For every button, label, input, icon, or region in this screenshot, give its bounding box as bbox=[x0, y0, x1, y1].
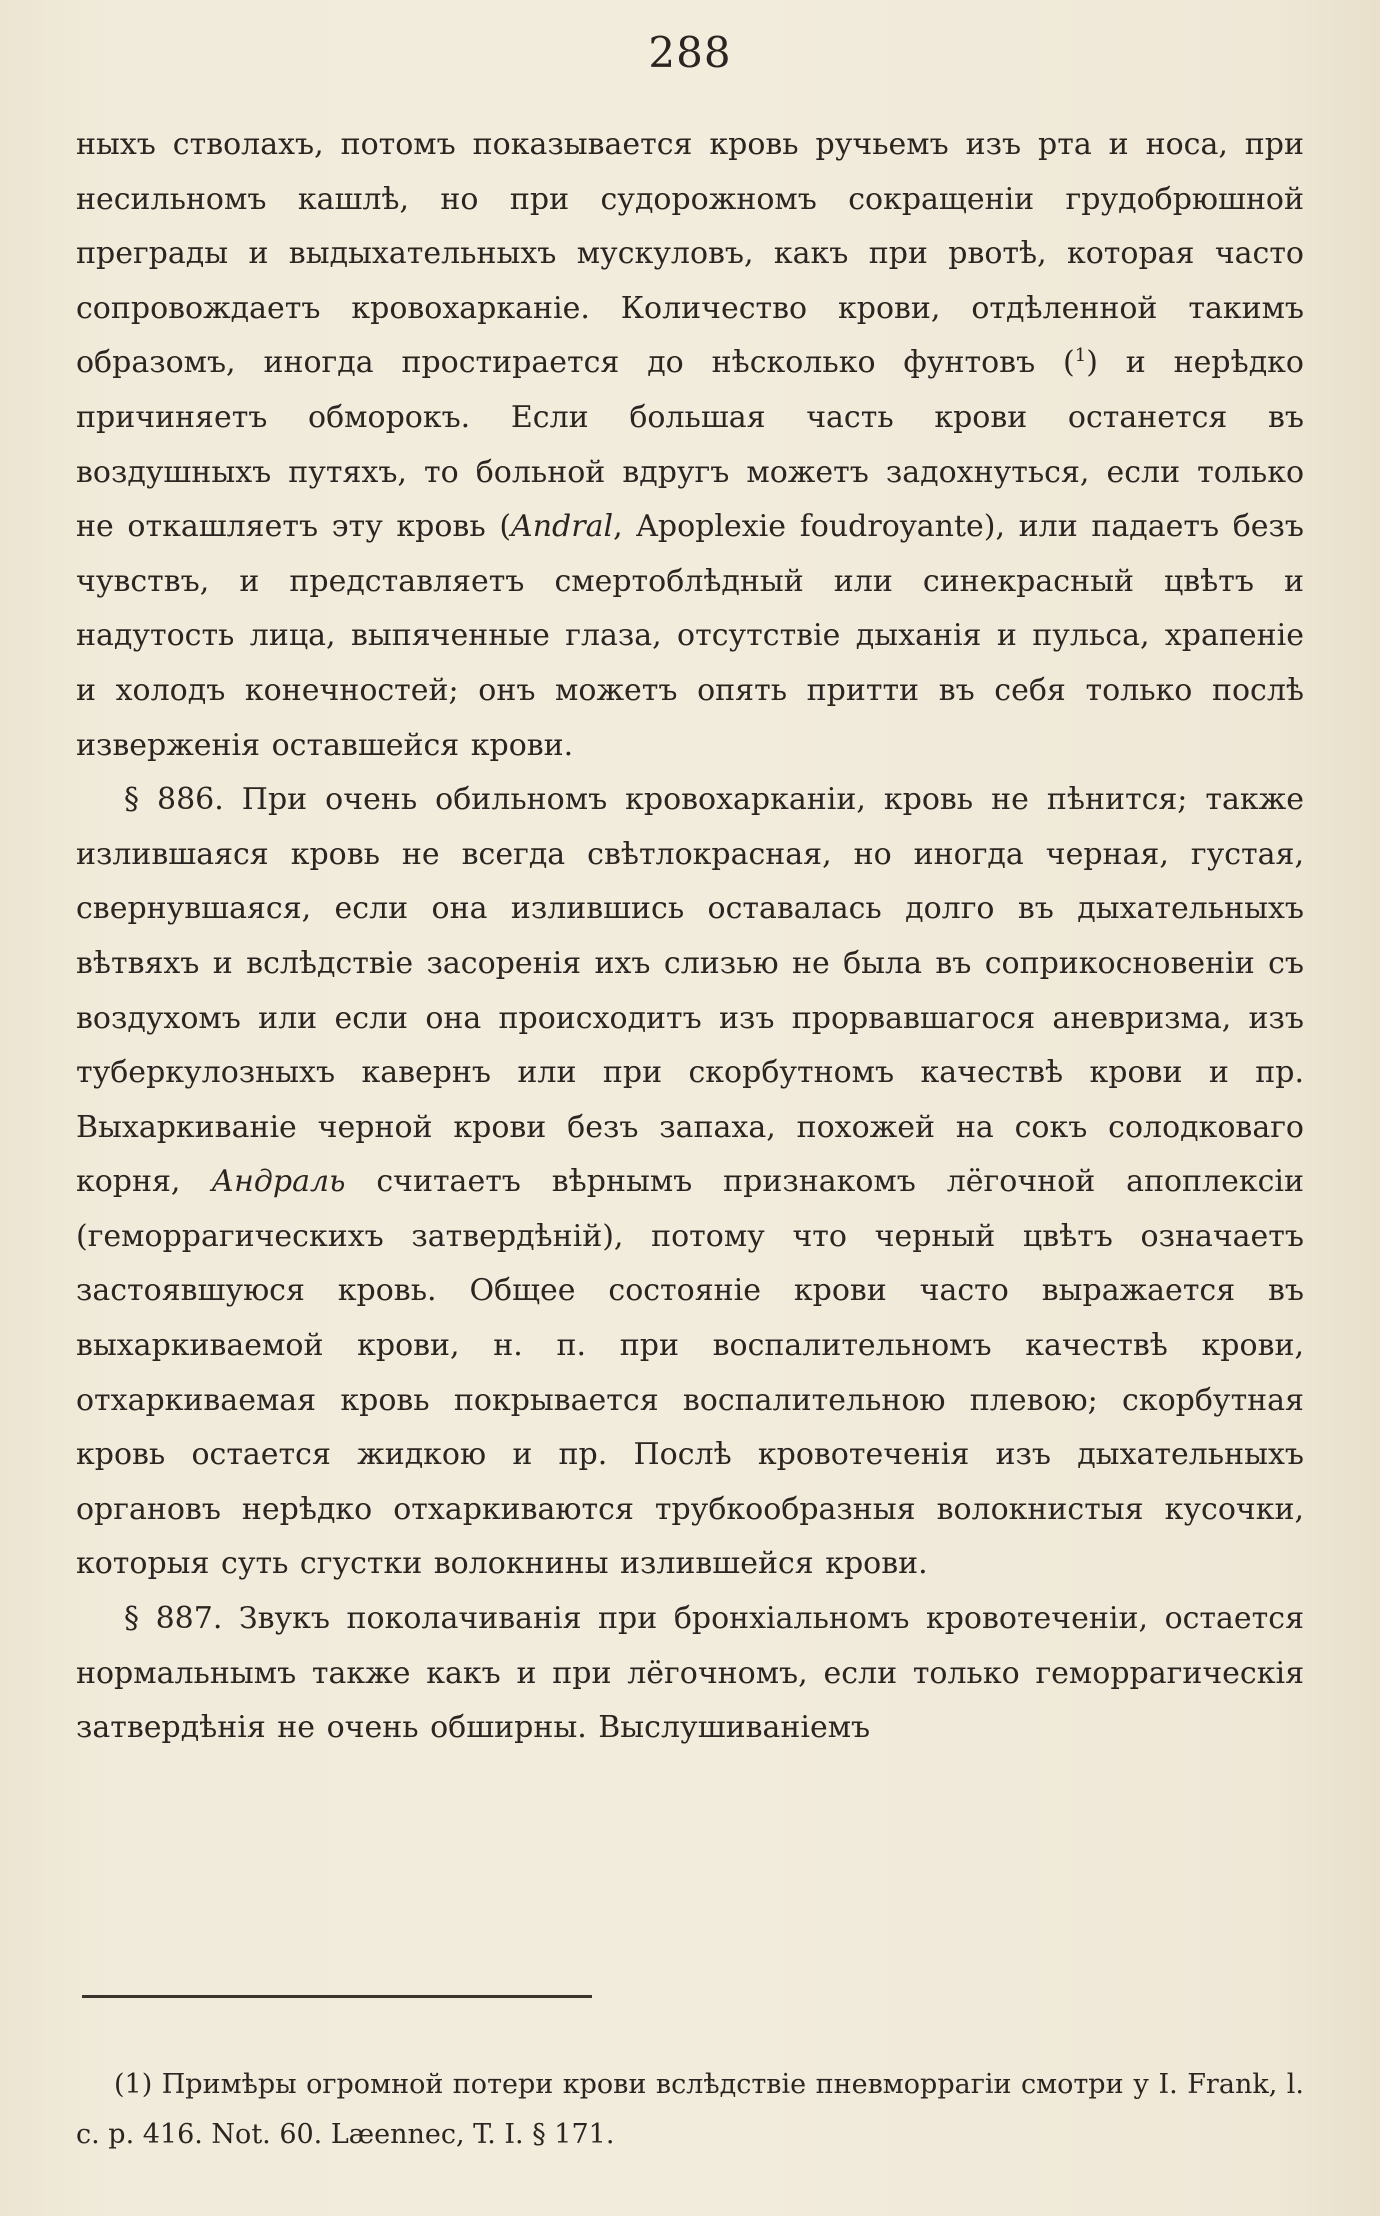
footnote-ref[interactable]: 1 bbox=[1074, 345, 1087, 367]
footnote-marker: (1) bbox=[114, 2069, 153, 2100]
italic-text: Andral bbox=[511, 509, 614, 545]
footnotes bbox=[76, 2060, 1304, 2160]
footnote-text: Примѣры огромной потери крови вслѣдствіе пневморрагіи смотри у I. Frank, l. c. p. 416. Not. 60. Læennec, T. I. § 171. bbox=[76, 2069, 1304, 2150]
paragraph bbox=[76, 1592, 1304, 1756]
paragraph-text: § 886. При очень обильномъ кровохарканіи, кровь не пѣнится; также излившаяся кровь не всегда свѣтлокрасная, но иногда черная, густая, свернувшаяся, если она излившись оставалась долго въ дыхательныхъ вѣтвяхъ и вслѣдствіе засоренія ихъ слизью не была въ соприкосновеніи съ воздухомъ или если она происходитъ изъ прорвавшагося аневризма, изъ туберкулозныхъ кавернъ или при скорбутномъ качествѣ крови и пр. Выхаркиваніе черной крови безъ запаха, похожей на сокъ солодковаго корня, bbox=[76, 782, 1304, 1200]
body-text bbox=[76, 118, 1304, 1756]
paragraph bbox=[76, 118, 1304, 773]
paragraph-text: ныхъ стволахъ, потомъ показывается кровь ручьемъ изъ рта и носа, при несильномъ кашлѣ, но при судорожномъ сокращеніи грудобрюшной преграды и выдыхательныхъ мускуловъ, какъ при рвотѣ, которая часто сопровождаетъ кровохарканіе. Количество крови, отдѣленной такимъ образомъ, иногда простирается до нѣсколько фунтовъ ( bbox=[76, 127, 1304, 381]
paragraph bbox=[76, 773, 1304, 1592]
paragraph-text: ) и нерѣдко причиняетъ обморокъ. Если большая часть крови останется въ воздушныхъ путяхъ, то больной вдругъ можетъ задохнуться, если только не откашляетъ эту кровь ( bbox=[76, 345, 1304, 545]
footnote bbox=[76, 2060, 1304, 2160]
paragraph-text: § 887. Звукъ поколачиванія при бронхіальномъ кровотеченіи, остается нормальнымъ также какъ и при лёгочномъ, если только геморрагическія затвердѣнія не очень обширны. Выслушиваніемъ bbox=[76, 1601, 1304, 1746]
footnote-separator bbox=[82, 1995, 592, 1998]
page-number: 288 bbox=[648, 28, 732, 77]
paragraph-text: считаетъ вѣрнымъ признакомъ лёгочной апоплексіи (геморрагическихъ затвердѣній), потому что черный цвѣтъ означаетъ застоявшуюся кровь. Общее состояніе крови часто выражается въ выхаркиваемой крови, н. п. при воспалительномъ качествѣ крови, отхаркиваемая кровь покрывается воспалительною плевою; скорбутная кровь остается жидкою и пр. Послѣ кровотеченія изъ дыхательныхъ органовъ нерѣдко отхаркиваются трубкообразныя волокнистыя кусочки, которыя суть сгустки волокнины излившейся крови. bbox=[76, 1164, 1305, 1582]
italic-text: Андраль bbox=[211, 1164, 346, 1200]
paragraph-text: , Apoplexie foudroyante), или падаетъ безъ чувствъ, и представляетъ смертоблѣдный или синекрасный цвѣтъ и надутость лица, выпяченные глаза, отсутствіе дыханія и пульса, храпеніе и холодъ конечностей; онъ можетъ опять притти въ себя только послѣ изверженія оставшейся крови. bbox=[76, 509, 1304, 763]
